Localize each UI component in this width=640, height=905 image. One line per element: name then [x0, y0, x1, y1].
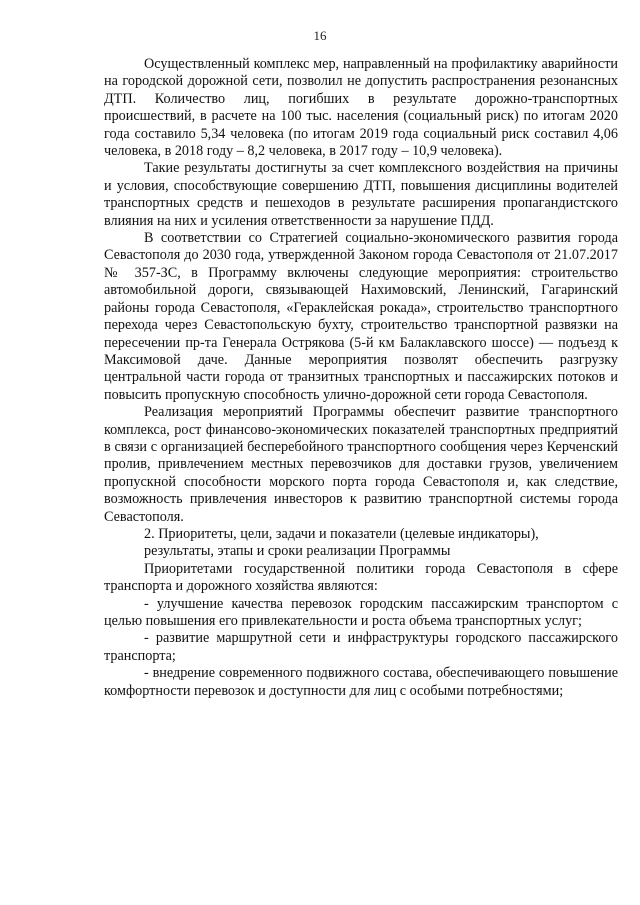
paragraph-accident-prevention: Осуществленный комплекс мер, направленный на профилактику аварийности на городской дорожной сети, позволил не допустить распространения резонансных ДТП. Количество лиц, погибших в результате дорожно-транспортных происшествий, в расчете на 100 тыс. населения (социальный риск) по итогам 2020 года составило 5,34 человека (по итогам 2019 года социальный риск составил 4,06 человека, в 2018 году – 8,2 человека, в 2017 году – 10,9 человека).	[104, 56, 618, 160]
section-heading	[104, 526, 618, 561]
priorities-intro: Приоритетами государственной политики города Севастополя в сфере транспорта и дорожного хозяйства являются:	[104, 560, 618, 595]
document-body	[104, 56, 618, 700]
section-heading-line-1: 2. Приоритеты, цели, задачи и показатели (целевые индикаторы),	[144, 525, 539, 542]
page-number: 16	[313, 28, 327, 43]
paragraph-results: Такие результаты достигнуты за счет комплексного воздействия на причины и условия, способствующие совершению ДТП, повышения дисциплины водителей транспортных средств и пешеходов в результате расширения пропагандистского влияния на них и усиления ответственности за нарушение ПДД.	[104, 160, 618, 229]
list-item: - развитие маршрутной сети и инфраструктуры городского пассажирского транспорта;	[104, 630, 618, 664]
paragraph-strategy-measures: В соответствии со Стратегией социально-экономического развития города Севастополя до 2030 года, утвержденной Законом города Севастополя от 21.07.2017 № 357-ЗС, в Программу включены следующие мероприятия: строительство автомобильной дороги, связывающей Нахимовский, Ленинский, Гагаринский районы города Севастополя, «Гераклейская рокада», строительство транспортного перехода через Севастопольскую бухту, строительство транспортной развязки на пересечении пр-та Генерала Острякова (5-й км Балаклавского шоссе) — подъезд к Максимовой даче. Данные мероприятия позволят обеспечить разгрузку центральной части города от транзитных транспортных и пассажирских потоков и повысить пропускную способность улично-дорожной сети города Севастополя.	[104, 230, 618, 403]
section-heading-line-2: результаты, этапы и сроки реализации Программы	[144, 543, 451, 560]
paragraph-program-implementation: Реализация мероприятий Программы обеспечит развитие транспортного комплекса, рост финансово-экономических показателей транспортных предприятий в связи с организацией бесперебойного транспортного сообщения через Керченский пролив, привлечением местных перевозчиков для доставки грузов, увеличением пропускной способности морского порта города Севастополя и, как следствие, возможность привлечения инвесторов к развитию транспортной системы города Севастополя.	[104, 404, 618, 525]
list-item: - внедрение современного подвижного состава, обеспечивающего повышение комфортности перевозок и доступности для лиц с особыми потребностями;	[104, 665, 618, 699]
list-item: - улучшение качества перевозок городским пассажирским транспортом с целью повышения его привлекательности и роста объема транспортных услуг;	[104, 595, 618, 629]
priorities-list	[104, 596, 618, 700]
